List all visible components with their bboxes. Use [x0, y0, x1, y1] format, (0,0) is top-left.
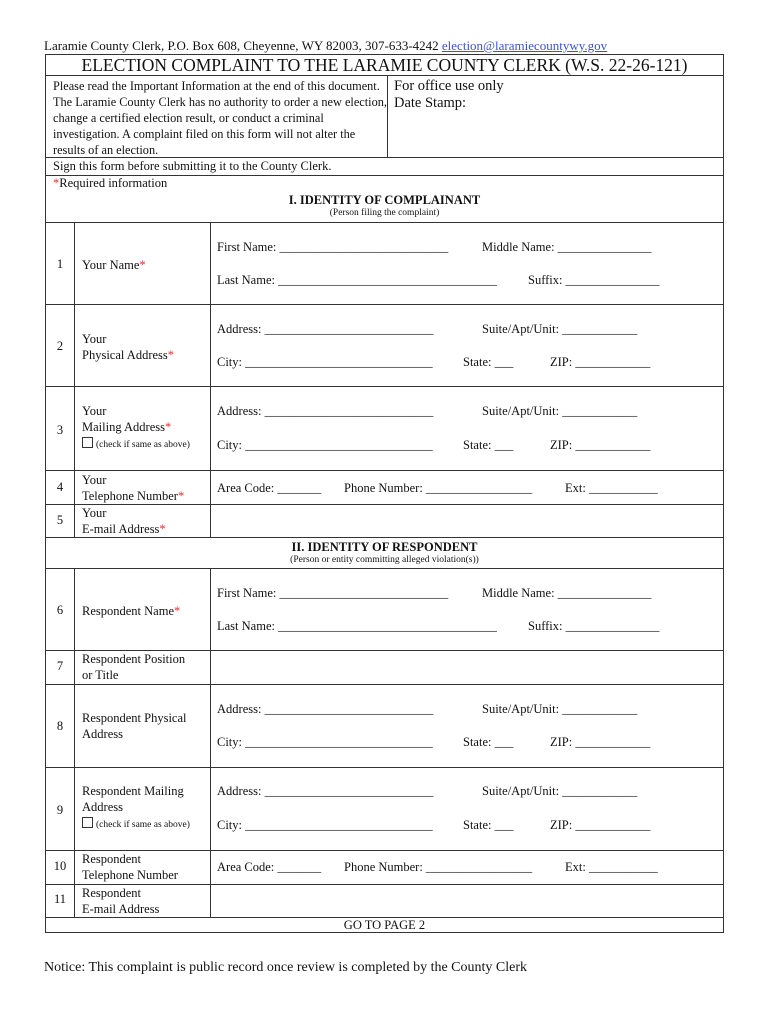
middle-name-field[interactable]: Middle Name: _______________ [482, 586, 652, 600]
label-text: Your [82, 332, 107, 346]
same-as-above-checkbox[interactable] [82, 817, 93, 828]
office-use-box [387, 76, 724, 157]
label-text: Your [82, 506, 107, 520]
state-field[interactable]: State: ___ [463, 438, 514, 452]
row-number: 9 [56, 803, 64, 817]
suffix-field[interactable]: Suffix: _______________ [528, 619, 660, 633]
state-field[interactable]: State: ___ [463, 818, 514, 832]
your-name-label [82, 257, 146, 273]
label-text: Respondent Position [82, 652, 186, 666]
first-name-field[interactable]: First Name: ___________________________ [217, 586, 449, 600]
label-text: Respondent [82, 852, 142, 866]
form-title: ELECTION COMPLAINT TO THE LARAMIE COUNTY CLERK (W.S. 22-26-121) [46, 55, 723, 76]
respondent-telephone-label [82, 851, 178, 883]
phone-number-field[interactable]: Phone Number: _________________ [344, 481, 533, 495]
last-name-field[interactable]: Last Name: ___________________________________ [217, 273, 497, 287]
phone-number-field[interactable]: Phone Number: _________________ [344, 860, 533, 874]
section-1-heading [46, 193, 723, 218]
row-number: 5 [56, 513, 64, 527]
intro-text: Please read the Important Information at the end of this document. The Laramie County Clerk has no authority to order a new election, change a certified election result, or conduct a criminal investigation. A complaint filed on this form will not alter the results of an election. [53, 79, 387, 157]
required-asterisk: * [177, 489, 185, 503]
section-1-subtitle: (Person filing the complaint) [329, 208, 440, 218]
label-text: Telephone Number [82, 489, 178, 503]
clerk-email-link[interactable]: election@laramiecountywy.gov [441, 38, 608, 53]
zip-field[interactable]: ZIP: ____________ [550, 735, 651, 749]
required-asterisk: * [159, 522, 166, 536]
address-field[interactable]: Address: ___________________________ [217, 404, 434, 418]
respondent-mailing-address-label [82, 783, 190, 833]
label-text: Respondent Name [82, 604, 174, 618]
required-note [53, 176, 167, 191]
address-field[interactable]: Address: ___________________________ [217, 784, 434, 798]
respondent-position-label [82, 651, 185, 683]
city-field[interactable]: City: ______________________________ [217, 438, 433, 452]
label-text: Telephone Number [82, 868, 178, 882]
respondent-position-field[interactable] [212, 651, 722, 684]
required-asterisk: * [167, 348, 175, 362]
clerk-header [44, 38, 607, 54]
respondent-name-label [82, 603, 180, 619]
address-field[interactable]: Address: ___________________________ [217, 702, 434, 716]
public-record-notice: Notice: This complaint is public record once review is completed by the County Clerk [44, 960, 528, 975]
mailing-address-label [82, 403, 190, 453]
row-number: 10 [53, 859, 67, 873]
suite-field[interactable]: Suite/Apt/Unit: ____________ [482, 784, 638, 798]
checkbox-label: (check if same as above) [96, 820, 190, 830]
complainant-table [46, 222, 723, 537]
complaint-form [45, 54, 724, 933]
label-text: Respondent Mailing [82, 784, 184, 798]
required-asterisk: * [164, 420, 172, 434]
section-1-title: I. IDENTITY OF COMPLAINANT [288, 193, 481, 207]
row-number: 7 [56, 659, 64, 673]
suite-field[interactable]: Suite/Apt/Unit: ____________ [482, 404, 638, 418]
go-to-page-2: GO TO PAGE 2 [343, 918, 426, 932]
row-number: 6 [56, 603, 64, 617]
label-text: E-mail Address [82, 522, 160, 536]
zip-field[interactable]: ZIP: ____________ [550, 355, 651, 369]
city-field[interactable]: City: ______________________________ [217, 355, 433, 369]
suite-field[interactable]: Suite/Apt/Unit: ____________ [482, 322, 638, 336]
ext-field[interactable]: Ext: ___________ [565, 860, 658, 874]
first-name-field[interactable]: First Name: ___________________________ [217, 240, 449, 254]
section-2-heading [46, 540, 723, 565]
label-text: Your [82, 404, 107, 418]
email-label [82, 505, 166, 537]
required-asterisk: * [139, 258, 146, 272]
suite-field[interactable]: Suite/Apt/Unit: ____________ [482, 702, 638, 716]
label-text: Address [82, 800, 123, 814]
area-code-field[interactable]: Area Code: _______ [217, 481, 322, 495]
label-text: Your [82, 473, 107, 487]
required-note-text: Required information [59, 176, 168, 190]
respondent-table [46, 568, 723, 917]
section-2-title: II. IDENTITY OF RESPONDENT [291, 540, 478, 554]
date-stamp-label: Date Stamp: [394, 95, 467, 111]
required-asterisk: * [174, 604, 181, 618]
email-field[interactable] [212, 505, 722, 536]
address-field[interactable]: Address: ___________________________ [217, 322, 434, 336]
row-number: 11 [53, 892, 67, 906]
state-field[interactable]: State: ___ [463, 735, 514, 749]
city-field[interactable]: City: ______________________________ [217, 735, 433, 749]
label-text: Respondent [82, 886, 142, 900]
middle-name-field[interactable]: Middle Name: _______________ [482, 240, 652, 254]
label-text: Mailing Address [82, 420, 165, 434]
respondent-physical-address-label [82, 710, 187, 742]
telephone-label [82, 472, 184, 504]
label-text: Physical Address [82, 348, 168, 362]
zip-field[interactable]: ZIP: ____________ [550, 818, 651, 832]
section-2-subtitle: (Person or entity committing alleged violation(s)) [290, 555, 479, 565]
row-number: 8 [56, 719, 64, 733]
last-name-field[interactable]: Last Name: ___________________________________ [217, 619, 497, 633]
zip-field[interactable]: ZIP: ____________ [550, 438, 651, 452]
label-text: Your Name [82, 258, 140, 272]
area-code-field[interactable]: Area Code: _______ [217, 860, 322, 874]
row-number: 4 [56, 480, 64, 494]
clerk-address: Laramie County Clerk, P.O. Box 608, Cheyenne, WY 82003, 307-633-4242 [44, 38, 442, 53]
city-field[interactable]: City: ______________________________ [217, 818, 433, 832]
same-as-above-checkbox[interactable] [82, 437, 93, 448]
row-number: 2 [56, 339, 64, 353]
label-text: Address [82, 727, 123, 741]
ext-field[interactable]: Ext: ___________ [565, 481, 658, 495]
office-use-label: For office use only [394, 78, 504, 94]
respondent-email-field[interactable] [212, 885, 722, 916]
checkbox-label: (check if same as above) [96, 440, 190, 450]
label-text: or Title [82, 668, 119, 682]
required-asterisk: * [53, 176, 60, 190]
physical-address-label [82, 331, 174, 363]
respondent-email-label [82, 885, 159, 917]
label-text: E-mail Address [82, 902, 160, 916]
state-field[interactable]: State: ___ [463, 355, 514, 369]
sign-note: Sign this form before submitting it to the County Clerk. [53, 159, 332, 173]
row-number: 3 [56, 423, 64, 437]
row-number: 1 [56, 257, 64, 271]
label-text: Respondent Physical [82, 711, 187, 725]
suffix-field[interactable]: Suffix: _______________ [528, 273, 660, 287]
